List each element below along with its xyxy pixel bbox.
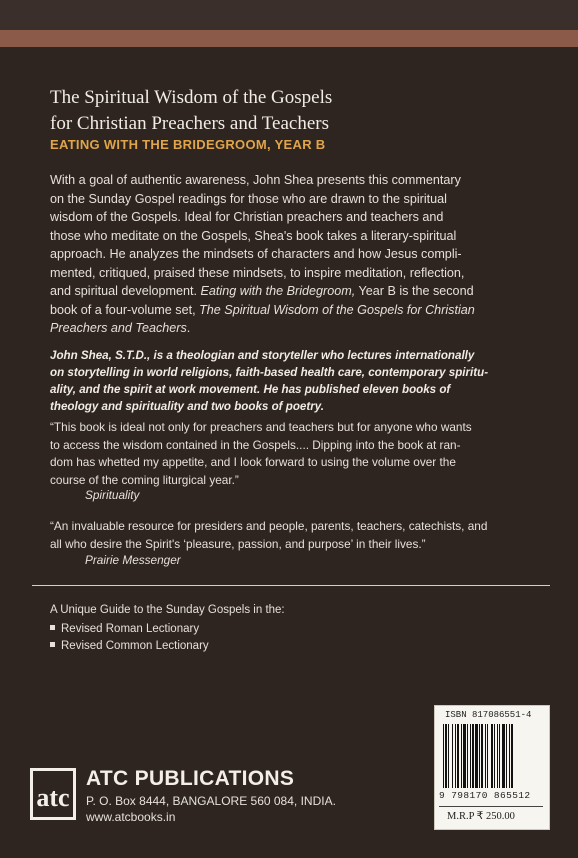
series-title-italic: Preachers and Teachers (50, 321, 187, 335)
publisher-name: ATC PUBLICATIONS (86, 767, 295, 790)
section-divider (32, 585, 550, 586)
publisher-logo-icon (30, 768, 76, 820)
publisher-address: P. O. Box 8444, BANGALORE 560 084, INDIA. (86, 794, 336, 808)
bio-line: ality, and the spirit at work movement. He has published eleven books of (50, 383, 451, 396)
barcode-panel (434, 705, 550, 830)
bio-line: John Shea, S.T.D., is a theologian and storyteller who lectures internationally (50, 349, 475, 362)
isbn-label: ISBN 817086551-4 (445, 710, 532, 720)
description-line: approach. He analyzes the mindsets of characters and how Jesus compli- (50, 247, 462, 261)
description-line (50, 301, 550, 320)
price-label: M.R.P ₹ 250.00 (447, 811, 515, 822)
description-line: on the Sunday Gospel readings for those who are drawn to the spiritual (50, 191, 447, 206)
quote-1-source: Spirituality (85, 488, 140, 502)
logo-text: atc (36, 783, 70, 812)
bullet-icon (50, 642, 55, 647)
cover-stripe (0, 30, 578, 47)
guide-heading: A Unique Guide to the Sunday Gospels in the: (50, 604, 285, 616)
quote-line: all who desire the Spirit's ‘pleasure, passion, and purpose’ in their lives.” (50, 536, 426, 551)
series-title-italic: The Spiritual Wisdom of the Gospels for Christian (199, 302, 475, 317)
quote-line: “An invaluable resource for presiders and people, parents, teachers, catechists, and (50, 519, 488, 533)
book-subtitle: EATING WITH THE BRIDEGROOM, YEAR B (50, 137, 326, 152)
quote-2-source: Prairie Messenger (85, 553, 181, 567)
bullet-icon (50, 625, 55, 630)
description-text: Year B is the second (355, 284, 474, 298)
description-text: book of a four-volume set, (50, 302, 200, 317)
quote-line: to access the wisdom contained in the Gospels.... Dipping into the book at ran- (50, 437, 461, 452)
guide-item-label: Revised Common Lectionary (61, 640, 209, 652)
description-paragraph (50, 171, 550, 338)
price-divider (439, 806, 543, 807)
cover-top-band (0, 0, 578, 30)
book-title-line-2: for Christian Preachers and Teachers (50, 113, 329, 134)
description-line: With a goal of authentic awareness, John Shea presents this commentary (50, 173, 461, 187)
guide-item-label: Revised Roman Lectionary (61, 623, 200, 635)
barcode-number: 9 798170 865512 (439, 790, 531, 801)
description-line: wisdom of the Gospels. Ideal for Christian preachers and teachers and (50, 210, 444, 224)
guide-list-item (50, 640, 209, 652)
quote-line: “This book is ideal not only for preachers and teachers but for anyone who wants (50, 420, 472, 434)
bio-line: theology and spirituality and two books of poetry. (50, 400, 324, 413)
review-quote-2 (50, 518, 550, 553)
description-text: and spiritual development. (50, 284, 198, 298)
description-line (50, 282, 550, 301)
quote-line: dom has whetted my appetite, and I look forward to using the volume over the (50, 455, 456, 469)
description-line (50, 319, 550, 338)
guide-list-item (50, 623, 199, 635)
barcode-icon (443, 724, 541, 788)
description-line: those who meditate on the Gospels, Shea's book takes a literary-spiritual (50, 228, 457, 243)
review-quote-1 (50, 419, 550, 489)
book-title-italic: Eating with the Bridegroom, (200, 284, 356, 298)
bio-line: on storytelling in world religions, faith-based health care, contemporary spiritu- (50, 366, 489, 379)
description-text: . (186, 321, 191, 335)
book-title-line-1: The Spiritual Wisdom of the Gospels (50, 87, 333, 108)
quote-line: course of the coming liturgical year.” (50, 472, 239, 487)
publisher-website: www.atcbooks.in (86, 810, 176, 824)
author-bio (50, 347, 550, 415)
description-line: mented, critiqued, praised these mindsets, to inspire meditation, reflection, (50, 265, 465, 280)
